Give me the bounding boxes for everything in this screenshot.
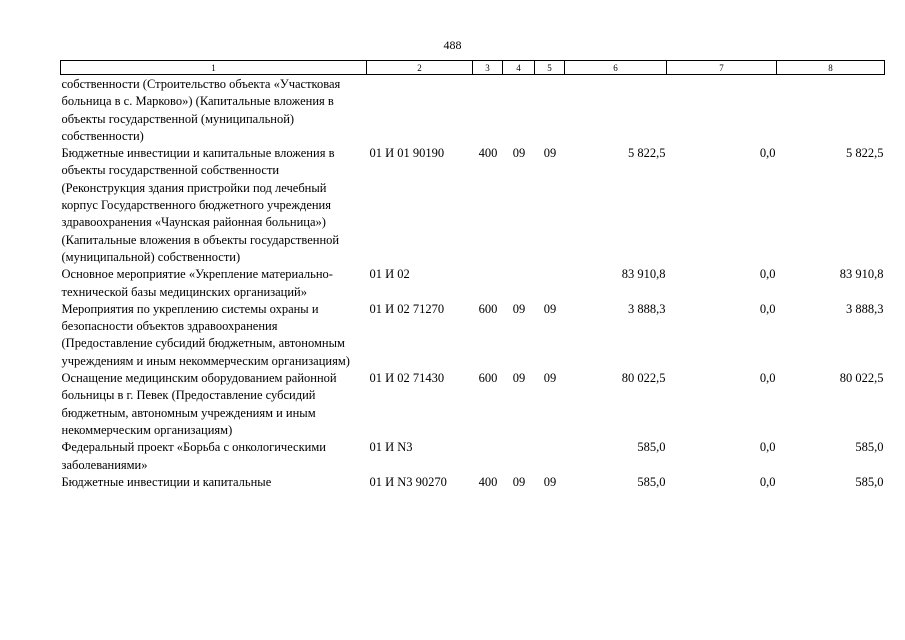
budget-table xyxy=(60,60,885,491)
row-name: собственности (Строительство объекта «Участковая больница в с. Марково») (Капитальные вложения в объекты государственной (муниципальной) собственности) xyxy=(61,77,341,143)
column-header-6: 6 xyxy=(565,61,667,75)
column-header-2: 2 xyxy=(367,61,473,75)
row-name: Основное мероприятие «Укрепление материально-технической базы медицинских организаций» xyxy=(61,267,333,299)
column-number-row xyxy=(61,61,885,75)
row-code: 01 И 02 xyxy=(369,267,410,282)
page-number: 488 xyxy=(443,38,462,52)
row-amount-6: 585,0 xyxy=(637,440,666,455)
row-amount-6: 3 888,3 xyxy=(628,301,666,316)
column-header-5: 5 xyxy=(535,61,565,75)
row-expense-type xyxy=(473,75,503,146)
row-code: 01 И N3 90270 xyxy=(369,474,447,489)
row-subsection xyxy=(535,439,565,474)
table-header xyxy=(61,61,885,75)
row-amount-8: 585,0 xyxy=(855,440,884,455)
table-row xyxy=(61,266,885,301)
column-header-4: 4 xyxy=(503,61,535,75)
row-expense-type xyxy=(473,266,503,301)
row-expense-type: 600 xyxy=(478,371,498,386)
row-code: 01 И 02 71430 xyxy=(369,371,445,386)
row-subsection xyxy=(535,266,565,301)
row-section: 09 xyxy=(512,146,526,161)
row-expense-type: 400 xyxy=(478,146,498,161)
row-amount-7: 0,0 xyxy=(759,301,776,316)
row-amount-7: 0,0 xyxy=(759,440,776,455)
table-row xyxy=(61,145,885,266)
row-subsection: 09 xyxy=(543,301,557,316)
row-name: Оснащение медицинским оборудованием районной больницы в г. Певек (Предоставление субсидий бюджетным, автономным учреждениям и иным некоммерческим организациям) xyxy=(61,371,337,437)
row-amount-6 xyxy=(565,75,667,146)
row-amount-7: 0,0 xyxy=(759,146,776,161)
row-code: 01 И N3 xyxy=(369,440,413,455)
row-amount-7: 0,0 xyxy=(759,267,776,282)
table-row xyxy=(61,75,885,146)
row-section xyxy=(503,266,535,301)
row-name: Бюджетные инвестиции и капитальные вложения в объекты государственной собственности (Реконструкция здания пристройки под лечебный корпус Государственного бюджетного учреждения здравоохранения «Чаунская районная больница») (Капитальные вложения в объекты государственной (муниципальной) собственности) xyxy=(61,146,340,264)
row-section: 09 xyxy=(512,371,526,386)
row-amount-7: 0,0 xyxy=(759,371,776,386)
row-amount-8: 80 022,5 xyxy=(839,371,884,386)
row-amount-8 xyxy=(777,75,885,146)
column-header-8: 8 xyxy=(777,61,885,75)
row-amount-8: 585,0 xyxy=(855,474,884,489)
table-row xyxy=(61,301,885,370)
row-amount-7 xyxy=(667,75,777,146)
row-code xyxy=(367,75,473,146)
table-body xyxy=(61,75,885,492)
row-amount-6: 585,0 xyxy=(637,474,666,489)
row-amount-8: 3 888,3 xyxy=(846,301,884,316)
row-section xyxy=(503,75,535,146)
row-section: 09 xyxy=(512,474,526,489)
row-amount-6: 83 910,8 xyxy=(621,267,666,282)
row-subsection: 09 xyxy=(543,474,557,489)
row-code: 01 И 01 90190 xyxy=(369,146,445,161)
row-amount-8: 5 822,5 xyxy=(846,146,884,161)
row-expense-type xyxy=(473,439,503,474)
row-subsection xyxy=(535,75,565,146)
row-subsection: 09 xyxy=(543,146,557,161)
row-amount-6: 5 822,5 xyxy=(628,146,666,161)
row-section xyxy=(503,439,535,474)
row-amount-7: 0,0 xyxy=(759,474,776,489)
row-name: Бюджетные инвестиции и капитальные xyxy=(61,474,272,489)
row-subsection: 09 xyxy=(543,371,557,386)
row-amount-6: 80 022,5 xyxy=(621,371,666,386)
row-code: 01 И 02 71270 xyxy=(369,301,445,316)
table-row xyxy=(61,370,885,439)
table-row xyxy=(61,439,885,474)
row-name: Мероприятия по укреплению системы охраны и безопасности объектов здравоохранения (Предоставление субсидий бюджетным, автономным учреждениям и иным некоммерческим организациям) xyxy=(61,301,350,368)
row-name: Федеральный проект «Борьба с онкологическими заболеваниями» xyxy=(61,440,326,472)
row-expense-type: 400 xyxy=(478,474,498,489)
column-header-7: 7 xyxy=(667,61,777,75)
row-amount-8: 83 910,8 xyxy=(839,267,884,282)
column-header-3: 3 xyxy=(473,61,503,75)
row-expense-type: 600 xyxy=(478,301,498,316)
column-header-1: 1 xyxy=(61,61,367,75)
table-row xyxy=(61,474,885,491)
row-section: 09 xyxy=(512,301,526,316)
